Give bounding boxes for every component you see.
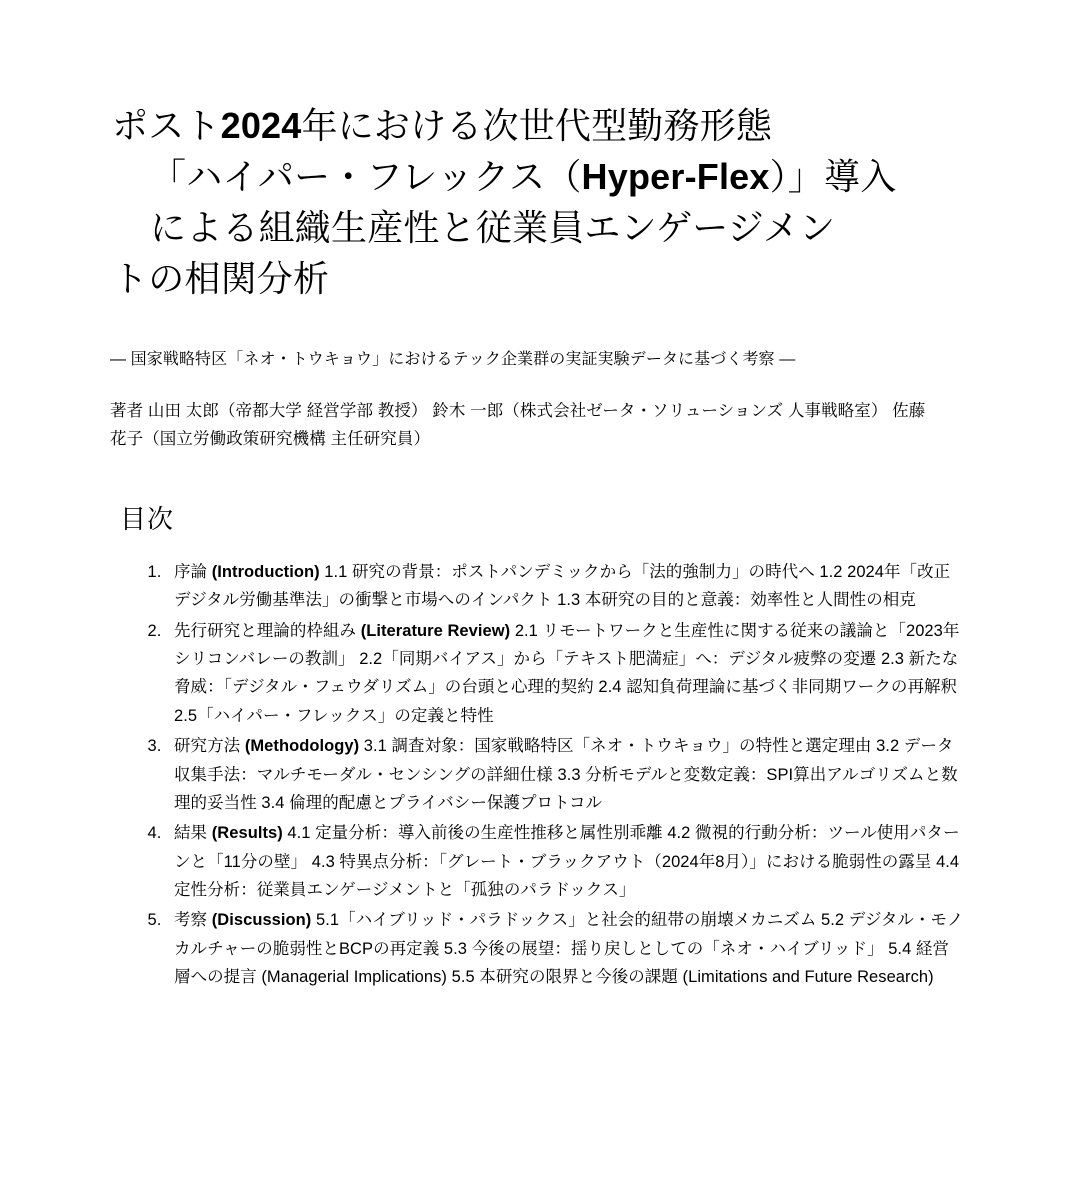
page-title [110, 100, 964, 304]
title-line-4: トの相関分析 [112, 258, 330, 300]
title-line-3: による組織生産性と従業員エンゲージメン [150, 207, 836, 249]
author-list: 著者 山田 太郎（帝都大学 経営学部 教授） 鈴木 一郎（株式会社ゼータ・ソリューションズ 人事戦略室） 佐藤 花子（国立労働政策研究機構 主任研究員） [110, 402, 926, 448]
title-line-1: ポスト2024年における次世代型勤務形態 [112, 105, 773, 146]
document-subtitle: — 国家戦略特区「ネオ・トウキョウ」におけるテック企業群の実証実験データに基づく考察 — [110, 351, 796, 369]
table-of-contents [110, 558, 964, 992]
title-line-2: 「ハイパー・フレックス（Hyper-Flex）」導入 [150, 156, 897, 198]
toc-item[interactable]: 5. 考察 (Discussion) 5.1「ハイブリッド・パラドックス」と社会的紐帯の崩壊メカニズム 5.2 デジタル・モノカルチャーの脆弱性とBCPの再定義 5.3 今後の展望：揺り戻しとしての「ネオ・ハイブリッド」 5.4 経営層への提言 (Managerial Implications) 5.5 本研究の限界と今後の課題 (Limitations and Future Research) [166, 906, 964, 991]
toc-item[interactable]: 2. 先行研究と理論的枠組み (Literature Review) 2.1 リモートワークと生産性に関する従来の議論と「2023年シリコンバレーの教訓」 2.2「同期バイアス」から「テキスト肥満症」へ：デジタル疲弊の変遷 2.3 新たな脅威：「デジタル・フェウダリズム」の台頭と心理的契約 2.4 認知負荷理論に基づく非同期ワークの再解釈 2.5「ハイパー・フレックス」の定義と特性 [166, 617, 964, 731]
toc-item[interactable]: 4. 結果 (Results) 4.1 定量分析：導入前後の生産性推移と属性別乖離 4.2 微視的行動分析：ツール使用パターンと「11分の壁」 4.3 特異点分析：「グレート・ブラックアウト（2024年8月）」における脆弱性の露呈 4.4 定性分析：従業員エンゲージメントと「孤独のパラドックス」 [166, 819, 964, 904]
toc-heading: 目次 [120, 503, 175, 534]
toc-item[interactable]: 3. 研究方法 (Methodology) 3.1 調査対象：国家戦略特区「ネオ・トウキョウ」の特性と選定理由 3.2 データ収集手法：マルチモーダル・センシングの詳細仕様 3.3 分析モデルと変数定義：SPI算出アルゴリズムと数理的妥当性 3.4 倫理的配慮とプライバシー保護プロトコル [166, 732, 964, 817]
toc-item[interactable]: 1. 序論 (Introduction) 1.1 研究の背景：ポストパンデミックから「法的強制力」の時代へ 1.2 2024年「改正デジタル労働基準法」の衝撃と市場へのインパクト 1.3 本研究の目的と意義：効率性と人間性の相克 [166, 558, 964, 615]
